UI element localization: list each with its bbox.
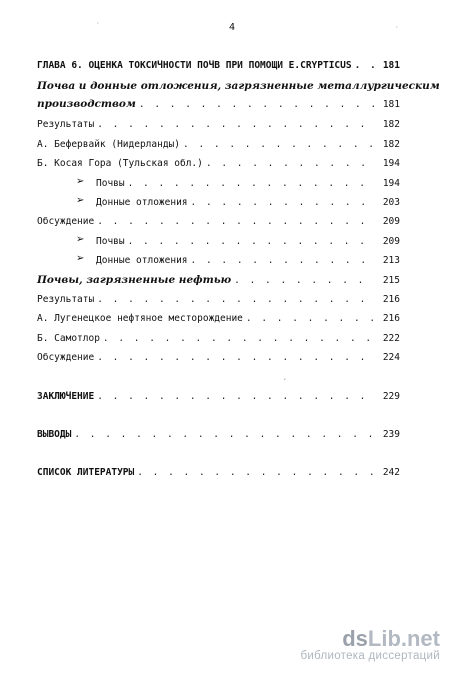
toc-results-2[interactable]: [37, 294, 400, 306]
watermark-brand: [300, 626, 440, 652]
toc-kosaya-gora[interactable]: [37, 158, 400, 170]
toc-references[interactable]: [37, 467, 400, 479]
toc-entry-title: ЗАКЛЮЧЕНИЕ: [37, 391, 95, 402]
toc-entry-page: 181: [382, 99, 400, 110]
toc-discussion-1[interactable]: [37, 216, 400, 228]
toc-section-metallurgy-line2[interactable]: [37, 98, 400, 111]
toc-entry-page: 182: [382, 139, 400, 150]
toc-leader: [355, 60, 375, 72]
watermark-subtitle: библиотека диссертаций: [300, 650, 440, 662]
toc-entry-title: А. Лугенецкое нефтяное месторождение: [37, 313, 243, 324]
toc-beverwijk[interactable]: [37, 139, 400, 151]
toc-entry-page: 209: [382, 236, 400, 247]
toc-entry-title: Результаты: [37, 119, 95, 130]
toc-results-1[interactable]: [37, 119, 400, 131]
toc-entry-page: 194: [382, 178, 400, 189]
toc-entry-page: 215: [382, 275, 400, 286]
toc-leader: [183, 139, 375, 151]
watermark-brand-rest: Lib.net: [367, 626, 440, 651]
toc-entry-title: Б. Самотлор: [37, 333, 100, 344]
toc-entry-title: Почвы: [96, 236, 125, 247]
toc-section-metallurgy-line1[interactable]: [37, 80, 440, 92]
toc-findings[interactable]: [37, 429, 400, 441]
page-number: 4: [229, 22, 236, 33]
toc-entry-title: Почвы, загрязненные нефтью: [37, 274, 232, 286]
watermark-brand-ds: ds: [342, 626, 368, 651]
toc-leader: [137, 467, 375, 479]
bullet-arrow-icon: ➢: [76, 234, 85, 245]
toc-entry-page: 209: [382, 216, 400, 227]
toc-leader: [191, 255, 375, 267]
scan-speck: ·: [96, 20, 100, 27]
toc-entry-page: 182: [382, 119, 400, 130]
toc-soils-1[interactable]: [96, 178, 400, 190]
toc-samotlor[interactable]: [37, 333, 400, 345]
toc-leader: [128, 178, 375, 190]
toc-entry-title: Почва и донные отложения, загрязненные металлургическим: [37, 80, 440, 92]
toc-entry-page: 194: [382, 158, 400, 169]
toc-leader: [74, 429, 375, 441]
toc-entry-title: Донные отложения: [96, 197, 188, 208]
toc-entry-title: производством: [37, 98, 136, 110]
toc-leader: [206, 158, 375, 170]
toc-entry-title: ВЫВОДЫ: [37, 429, 72, 440]
toc-leader: [103, 333, 375, 345]
toc-entry-page: 229: [382, 391, 400, 402]
toc-entry-page: 222: [382, 333, 400, 344]
watermark-logo: [300, 626, 440, 662]
toc-entry-title: СПИСОК ЛИТЕРАТУРЫ: [37, 467, 135, 478]
toc-leader: [234, 275, 375, 287]
toc-conclusion[interactable]: [37, 391, 400, 403]
scan-speck: ·: [395, 24, 399, 31]
toc-leader: [97, 352, 375, 364]
toc-entry-title: Б. Косая Гора (Тульская обл.): [37, 158, 203, 169]
toc-leader: [97, 294, 375, 306]
toc-entry-title: Почвы: [96, 178, 125, 189]
toc-leader: [97, 391, 375, 403]
toc-entry-title: Обсуждение: [37, 352, 95, 363]
toc-entry-title: ГЛАВА 6. ОЦЕНКА ТОКСИЧНОСТИ ПОЧВ ПРИ ПОМОЩИ E.CRYPTICUS: [37, 60, 352, 71]
toc-entry-page: 203: [382, 197, 400, 208]
toc-entry-title: Донные отложения: [96, 255, 188, 266]
toc-entry-title: А. Бефервайк (Нидерланды): [37, 139, 180, 150]
toc-entry-page: 216: [382, 313, 400, 324]
toc-sediments-1[interactable]: [96, 197, 400, 209]
toc-soils-2[interactable]: [96, 236, 400, 248]
toc-entry-page: 216: [382, 294, 400, 305]
toc-lugenetskoe[interactable]: [37, 313, 400, 325]
toc-entry-title: Результаты: [37, 294, 95, 305]
toc-leader: [128, 236, 375, 248]
toc-section-oil[interactable]: [37, 274, 400, 287]
toc-entry-title: Обсуждение: [37, 216, 95, 227]
toc-entry-page: 224: [382, 352, 400, 363]
toc-entry-page: 213: [382, 255, 400, 266]
bullet-arrow-icon: ➢: [76, 176, 85, 187]
toc-entry-page: 239: [382, 429, 400, 440]
bullet-arrow-icon: ➢: [76, 253, 85, 264]
toc-leader: [97, 216, 375, 228]
toc-discussion-2[interactable]: [37, 352, 400, 364]
toc-leader: [139, 99, 375, 111]
toc-leader: [97, 119, 375, 131]
toc-leader: [191, 197, 375, 209]
toc-leader: [246, 313, 375, 325]
toc-sediments-2[interactable]: [96, 255, 400, 267]
toc-entry-page: 181: [382, 60, 400, 71]
toc-entry-page: 242: [382, 467, 400, 478]
scan-speck: ʻ: [283, 378, 287, 385]
bullet-arrow-icon: ➢: [76, 195, 85, 206]
toc-chapter-6[interactable]: [37, 60, 400, 72]
